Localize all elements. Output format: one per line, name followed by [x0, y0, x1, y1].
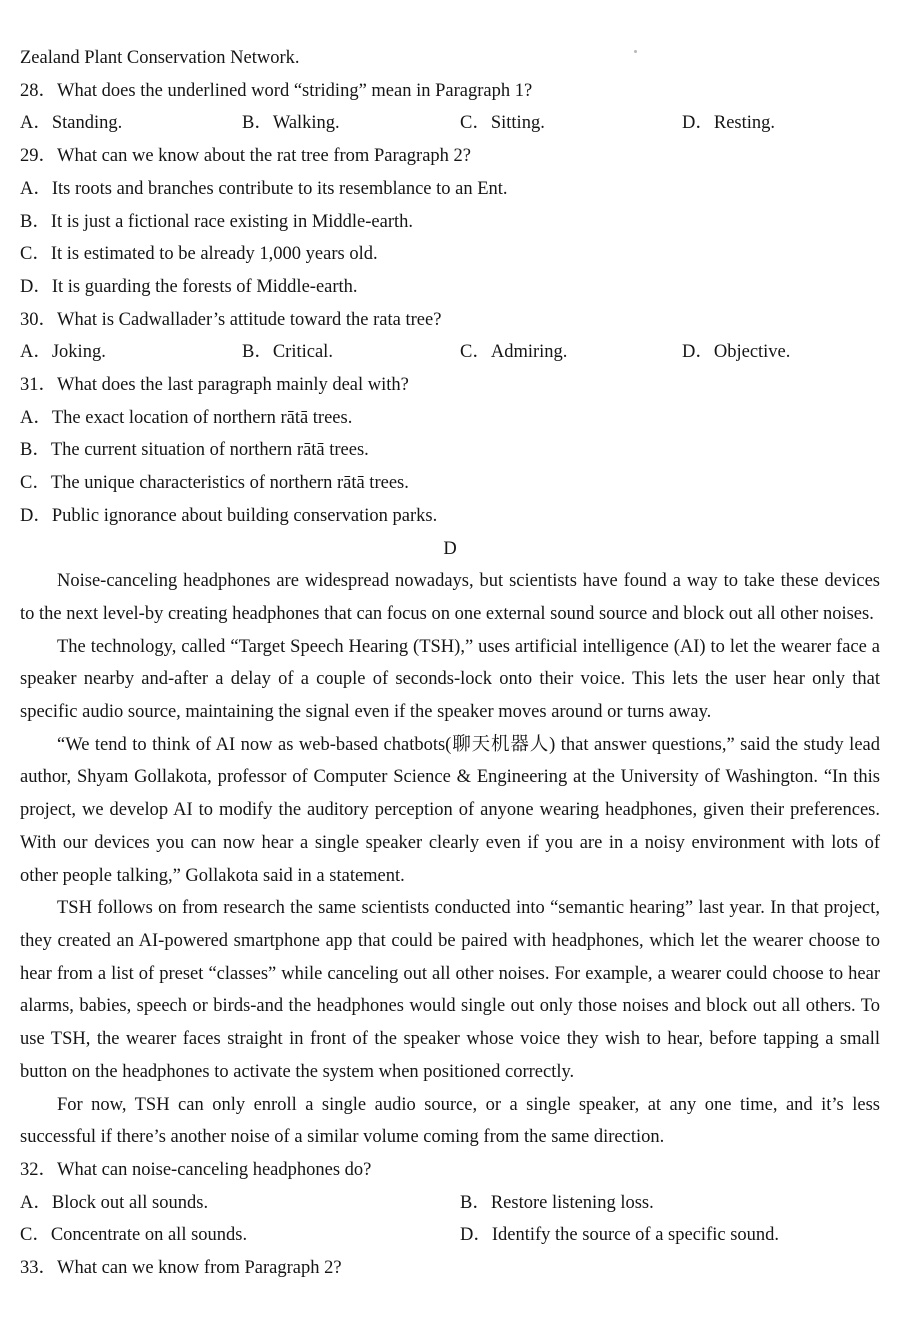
passage-paragraph-5: For now, TSH can only enroll a single audio source, or a single speaker, at any one time, and it’s less successful if there’s another noise of a similar volume coming from the same direction.	[20, 1094, 880, 1148]
scan-artifact-dot	[634, 50, 637, 53]
question-32-options-row-1	[20, 1187, 880, 1220]
question-30-option-b: B．Critical.	[242, 342, 333, 363]
question-31-option-b: B．The current situation of northern rātā trees.	[20, 440, 369, 461]
passage-paragraph-1: Noise-canceling headphones are widespread nowadays, but scientists have found a way to take these devices to the next level-by creating headphones that can focus on one external sound source and block out all other noises.	[20, 571, 880, 624]
passage-c-last-line: Zealand Plant Conservation Network.	[20, 48, 300, 68]
question-32-option-d: D．Identify the source of a specific sound.	[460, 1225, 780, 1246]
question-31-prompt: 31．What does the last paragraph mainly deal with?	[20, 375, 409, 396]
question-30-option-a: A．Joking.	[20, 342, 106, 363]
question-31-option-c: C．The unique characteristics of northern rātā trees.	[20, 473, 409, 494]
question-29-option-b: B．It is just a fictional race existing in Middle-earth.	[20, 211, 414, 232]
question-30-options	[20, 336, 880, 369]
question-30-option-c: C．Admiring.	[460, 342, 568, 363]
question-32-option-c: C．Concentrate on all sounds.	[20, 1225, 248, 1246]
question-30-prompt: 30．What is Cadwallader’s attitude toward the rata tree?	[20, 309, 442, 330]
question-28-prompt: 28．What does the underlined word “striding” mean in Paragraph 1?	[20, 80, 533, 101]
question-32-option-b: B．Restore listening loss.	[460, 1192, 654, 1213]
question-30-option-d: D．Objective.	[682, 342, 791, 363]
question-31-option-d: D．Public ignorance about building conservation parks.	[20, 505, 438, 526]
question-32-prompt: 32．What can noise-canceling headphones do?	[20, 1159, 372, 1180]
question-29-prompt: 29．What can we know about the rat tree from Paragraph 2?	[20, 146, 472, 167]
question-29-option-d: D．It is guarding the forests of Middle-earth.	[20, 276, 358, 297]
question-28-option-d: D．Resting.	[682, 113, 776, 134]
question-32-options-row-2	[20, 1219, 880, 1252]
question-28-option-c: C．Sitting.	[460, 113, 545, 134]
question-28-option-b: B．Walking.	[242, 113, 340, 134]
question-29-option-c: C．It is estimated to be already 1,000 years old.	[20, 244, 378, 265]
passage-paragraph-4: TSH follows on from research the same scientists conducted into “semantic hearing” last year. In that project, they created an AI-powered smartphone app that could be paired with headphones, which let the wearer choose to hear from a list of preset “classes” while canceling out all other noises. For example, a wearer could choose to hear alarms, babies, speech or birds-and the headphones would single out only those noises and block out all others. To use TSH, the wearer faces straight in front of the speaker whose voice they wish to hear, before tapping a small button on the headphones to activate the system when positioned correctly.	[20, 898, 880, 1082]
question-31-option-a: A．The exact location of northern rātā trees.	[20, 407, 353, 428]
question-33-prompt: 33．What can we know from Paragraph 2?	[20, 1258, 342, 1279]
passage-paragraph-3: “We tend to think of AI now as web-based chatbots(聊天机器人) that answer questions,” said the study lead author, Shyam Gollakota, professor of Computer Science & Engineering at the University of Washington. “In this project, we develop AI to modify the auditory perception of anyone wearing headphones, given their preferences. With our devices you can now hear a single speaker clearly even if you are in a noisy environment with lots of other people talking,” Gollakota said in a statement.	[20, 734, 880, 886]
question-28-options	[20, 107, 880, 140]
question-29-option-a: A．Its roots and branches contribute to its resemblance to an Ent.	[20, 178, 508, 199]
passage-section-label: D	[443, 538, 457, 559]
question-32-option-a: A．Block out all sounds.	[20, 1192, 209, 1213]
question-28-option-a: A．Standing.	[20, 113, 123, 134]
passage-paragraph-2: The technology, called “Target Speech Hearing (TSH),” uses artificial intelligence (AI) to let the wearer face a speaker nearby and-after a delay of a couple of seconds-lock onto their voice. This lets the user hear only that specific audio source, maintaining the signal even if the speaker moves around or turns away.	[20, 636, 880, 723]
